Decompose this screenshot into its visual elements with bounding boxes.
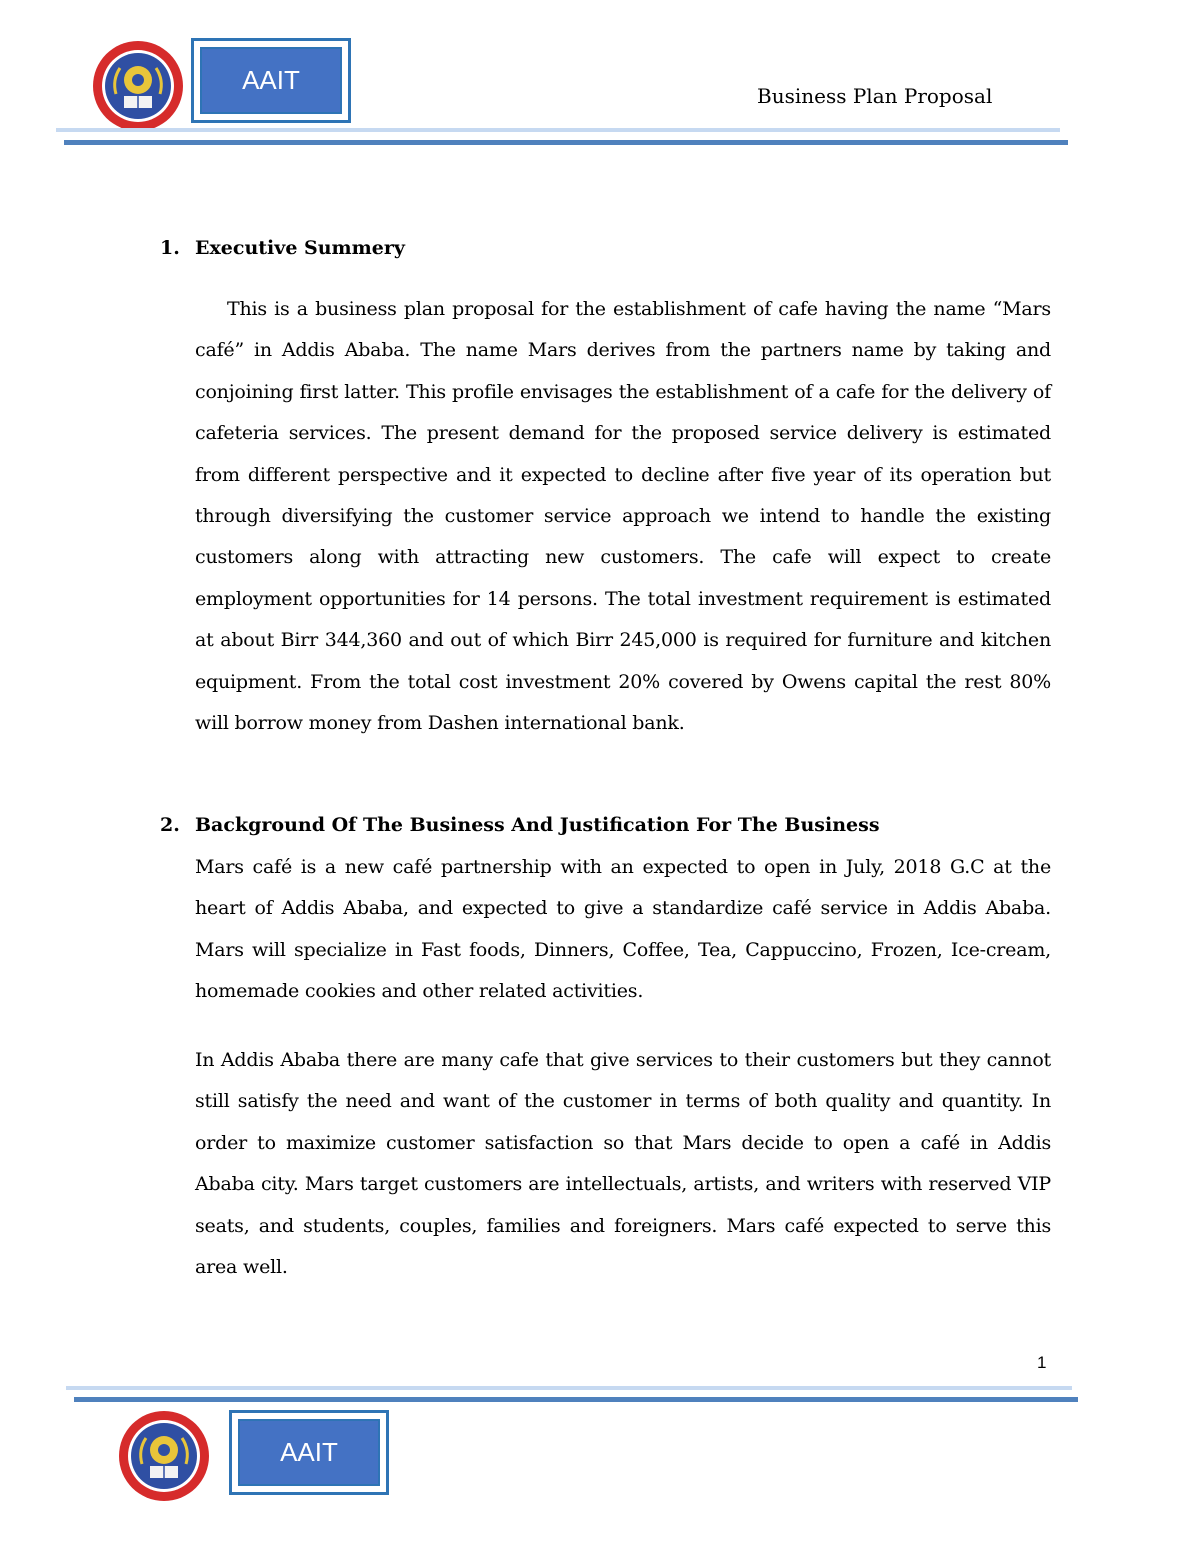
background-paragraph-1: Mars café is a new café partnership with an expected to open in July, 2018 G.C at the heart of Addis Ababa, and expected to give a standardize café service in Addis Ababa. Mars will specialize in Fast foods, Dinners, Coffee, Tea, Cappuccino, Frozen, Ice-cream, homemade cookies and other related activities. (195, 856, 1051, 1003)
footer-university-seal-logo (118, 1410, 210, 1502)
aait-logo-box (191, 38, 351, 123)
section-2-heading (160, 814, 880, 836)
background-paragraph-2: In Addis Ababa there are many cafe that give services to their customers but they cannot still satisfy the need and want of the customer in terms of both quality and quantity. In order to maximize customer satisfaction so that Mars decide to open a café in Addis Ababa city. Mars target customers are intellectuals, artists, and writers with reserved VIP seats, and students, couples, families and foreigners. Mars café expected to serve this area well. (195, 1049, 1051, 1279)
section-2-title: Background Of The Business And Justification For The Business (195, 814, 880, 836)
document-header-title: Business Plan Proposal (757, 84, 993, 108)
header-rule-shadow (56, 128, 1060, 132)
aait-logo-label: AAIT (200, 47, 342, 114)
university-seal-logo (92, 40, 184, 132)
page-number: 1 (1037, 1353, 1047, 1372)
section-2-number: 2. (160, 814, 180, 836)
footer-aait-logo-label: AAIT (238, 1419, 380, 1486)
footer-aait-logo-box (229, 1410, 389, 1495)
footer-rule-shadow (66, 1386, 1072, 1390)
section-1-number: 1. (160, 237, 180, 259)
section-1-heading (160, 237, 405, 259)
executive-summary-paragraph: This is a business plan proposal for the establishment of cafe having the name “Mars café” in Addis Ababa. The name Mars derives from the partners name by taking and conjoining first latter. This profile envisages the establishment of a cafe for the delivery of cafeteria services. The present demand for the proposed service delivery is estimated from different perspective and it expected to decline after five year of its operation but through diversifying the customer service approach we intend to handle the existing customers along with attracting new customers. The cafe will expect to create employment opportunities for 14 persons. The total investment requirement is estimated at about Birr 344,360 and out of which Birr 245,000 is required for furniture and kitchen equipment. From the total cost investment 20% covered by Owens capital the rest 80% will borrow money from Dashen international bank. (195, 298, 1051, 735)
header-rule (64, 140, 1068, 145)
footer-rule (74, 1397, 1078, 1402)
section-1-title: Executive Summery (195, 237, 405, 259)
